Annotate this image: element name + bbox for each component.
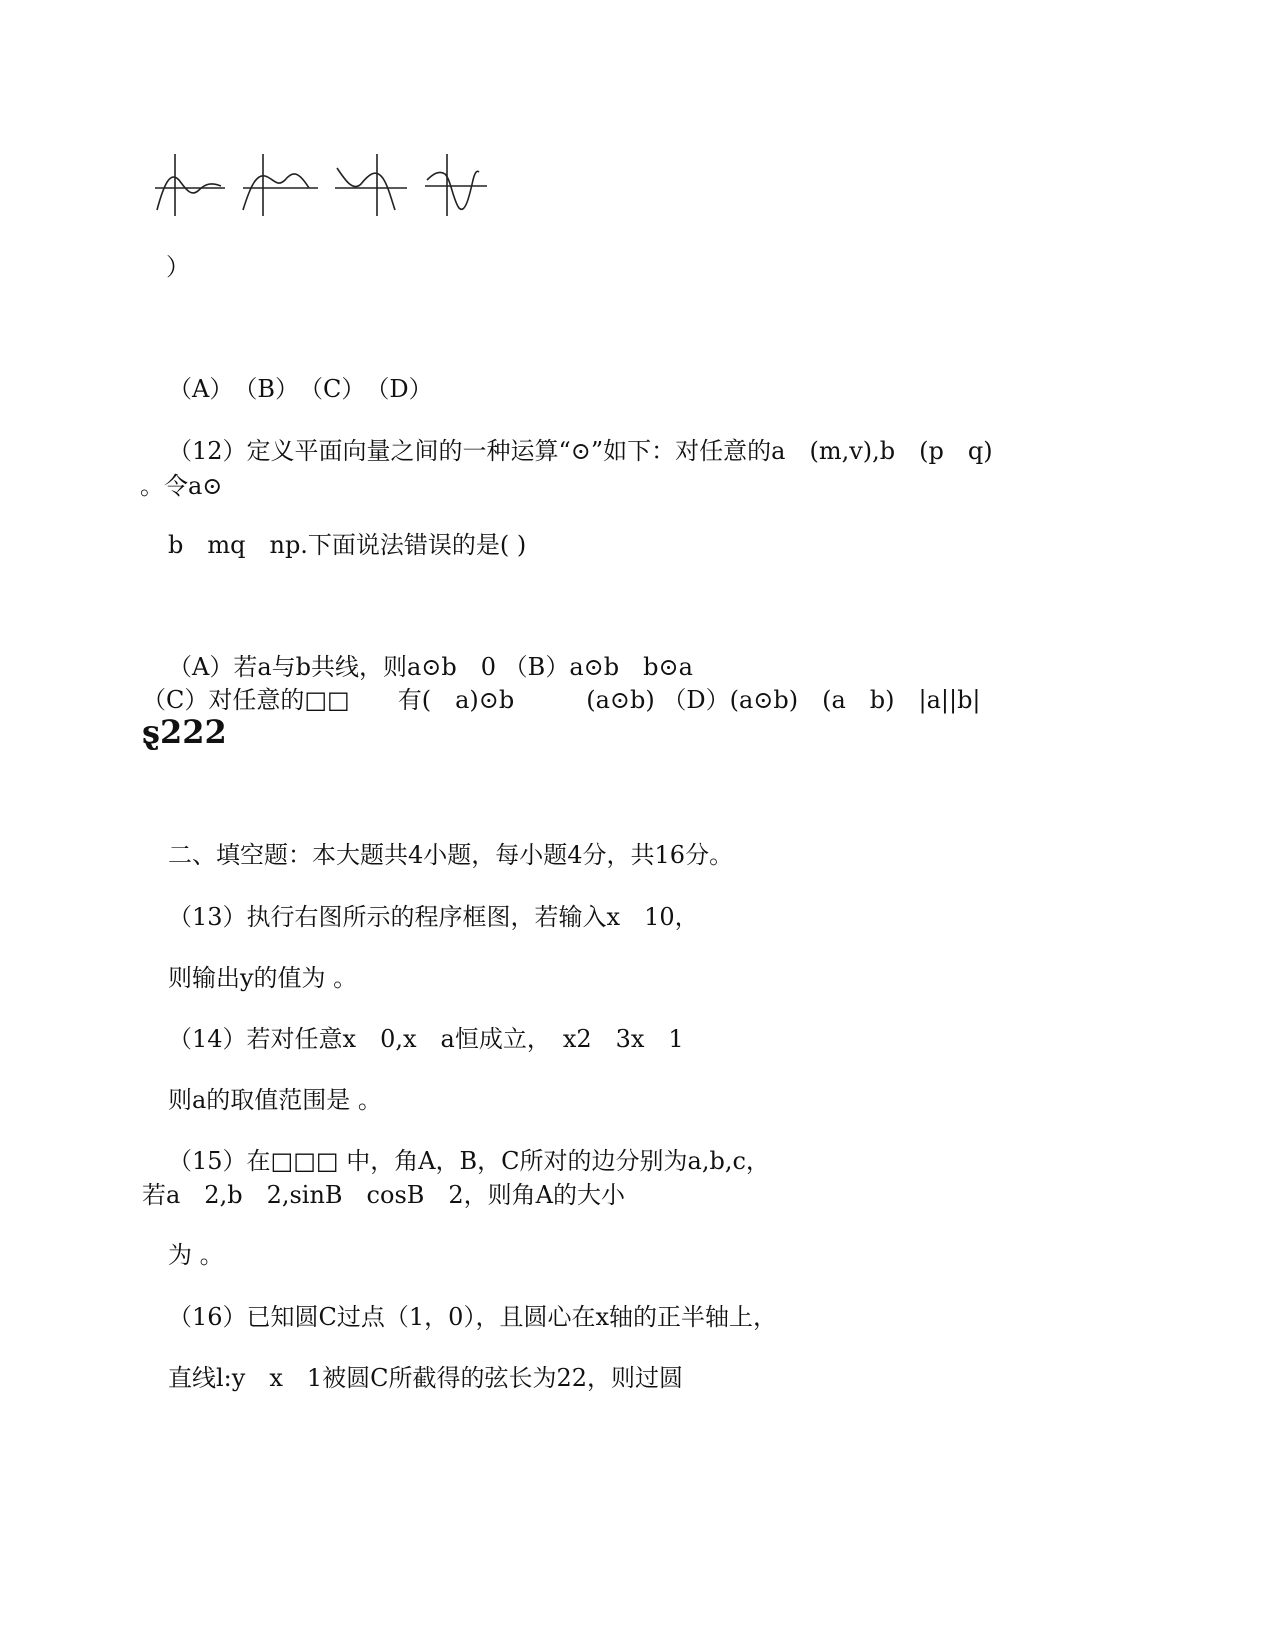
section2-heading: 二、填空题：本大题共4小题，每小题4分，共16分。	[168, 841, 734, 869]
q14-line2: 则a的取值范围是 。	[168, 1086, 382, 1114]
function-graph-thumbnails-icon	[155, 150, 500, 225]
q16-line1: （16）已知圆C过点（1，0），且圆心在x轴的正半轴上，	[168, 1303, 777, 1331]
q12-garbled-text: ȿ222	[142, 713, 227, 751]
q12-line3: b mq np.下面说法错误的是( )	[168, 531, 527, 559]
q12-options-cd: （C）对任意的⁠□□ 有( a)⊙b (a⊙b) （D）(a⊙b) (a b) |a||b|	[142, 686, 981, 714]
q11-options: （A） （B） （C） （D）	[168, 375, 433, 403]
q12-line1: （12）定义平面向量之间的一种运算“⊙”如下：对任意的a (m,v),b (p q)	[168, 437, 993, 465]
q13-line2: 则输出y的值为 。	[168, 964, 358, 992]
graph-c-icon	[335, 154, 407, 216]
graph-a-icon	[155, 154, 225, 216]
q15-line3: 为 。	[168, 1241, 224, 1269]
q11-bracket-close: ）	[166, 253, 190, 281]
q15-line1: （15）在⁠□□□ 中，角A，B，C所对的边分别为a,b,c，	[168, 1147, 770, 1175]
graph-d-icon	[425, 154, 487, 216]
q13-line1: （13）执行右图所示的程序框图，若输入x 10，	[168, 903, 699, 931]
q12-options-ab: （A）若a与b共线，则a⊙b 0 （B）a⊙b b⊙a	[168, 653, 693, 681]
q12-line2: 。令a⊙	[140, 472, 223, 500]
graph-b-icon	[243, 154, 318, 216]
q14-line1: （14）若对任意x 0,x a恒成立， x2 3x 1	[168, 1025, 684, 1053]
q15-line2: 若a 2,b 2,sinB cosB 2，则角A的大小	[142, 1181, 625, 1209]
q16-line2: 直线l:y x 1被圆C所截得的弦长为22，则过圆	[168, 1364, 684, 1392]
